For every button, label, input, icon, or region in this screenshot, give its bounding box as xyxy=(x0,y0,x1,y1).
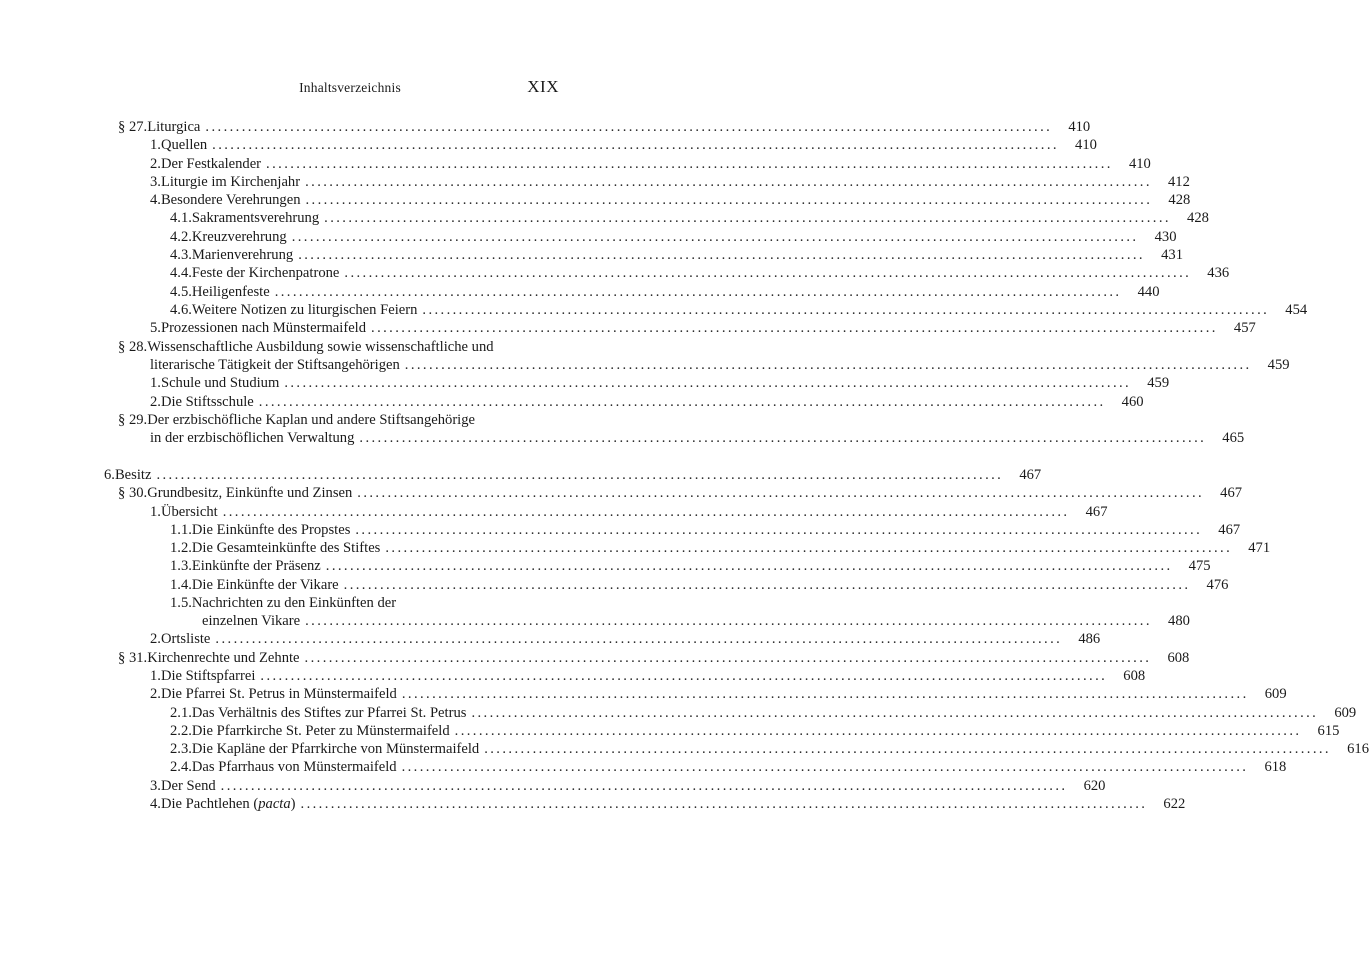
toc-entry-page: 467 xyxy=(1085,504,1108,520)
toc-entry-title xyxy=(192,246,293,264)
toc-entry-title-text: Einkünfte der Präsenz xyxy=(191,558,321,574)
toc-entry-page: 454 xyxy=(1285,302,1308,318)
toc-entry-page: 410 xyxy=(1068,119,1091,135)
toc-entry-title xyxy=(192,740,479,758)
toc-entry xyxy=(150,356,1290,374)
toc-entry-number: 5. xyxy=(150,320,161,336)
toc-entry-title-text: Schule und Studium xyxy=(160,375,280,391)
toc-entry-page: 428 xyxy=(1187,210,1209,226)
dot-leader: ............................................................................................................................................ xyxy=(291,229,1139,245)
toc-entry-title-text: Marienverehrung xyxy=(191,247,294,263)
toc-entry-title xyxy=(161,319,366,337)
dot-leader: ............................................................................................................................................ xyxy=(401,686,1249,702)
dot-leader: ............................................................................................................................................ xyxy=(401,759,1249,775)
toc-entry xyxy=(170,521,1241,539)
toc-entry-page: 460 xyxy=(1121,394,1144,410)
toc-entry-title xyxy=(147,649,299,667)
dot-leader: ............................................................................................................................................ xyxy=(359,430,1207,446)
toc-entry-page: 459 xyxy=(1147,375,1170,391)
toc-entry-number: 1.3. xyxy=(170,558,192,574)
toc-entry-title-text: Prozessionen nach Münstermaifeld xyxy=(160,320,367,336)
toc-entry-number: 4.2. xyxy=(170,229,192,245)
toc-entry-title-text: einzelnen Vikare xyxy=(202,613,301,629)
toc-entry-page: 609 xyxy=(1334,705,1357,721)
toc-entry-number: 1. xyxy=(150,668,161,684)
toc-entry xyxy=(150,136,1097,154)
toc-entry-page: 467 xyxy=(1220,485,1243,501)
toc-entry-title xyxy=(202,612,300,630)
toc-entry-number: 2.2. xyxy=(170,723,192,739)
toc-entry-title xyxy=(161,630,210,648)
toc-entry-title-text: Besondere Verehrungen xyxy=(160,192,301,208)
toc-entry-title-text: literarische Tätigkeit der Stiftsangehörigen xyxy=(150,357,400,373)
dot-leader: ............................................................................................................................................ xyxy=(325,558,1173,574)
toc-entry-page: 459 xyxy=(1267,357,1290,373)
toc-entry-title-text: Die Gesamteinkünfte des Stiftes xyxy=(191,540,381,556)
toc-entry-title xyxy=(147,118,200,136)
toc-entry xyxy=(170,594,548,612)
toc-entry-title xyxy=(192,283,270,301)
toc-entry xyxy=(170,758,1287,776)
toc-entry-title xyxy=(161,667,255,685)
dot-leader: ............................................................................................................................................ xyxy=(357,485,1205,501)
toc-entry-title-text: Die Pfarrei St. Petrus in Münstermaifeld xyxy=(160,686,397,702)
toc-entry xyxy=(118,411,548,429)
toc-entry-number: 1.2. xyxy=(170,540,192,556)
dot-leader: ............................................................................................................................................ xyxy=(300,796,1148,812)
toc-entry-title xyxy=(192,521,350,539)
toc-entry-title xyxy=(192,722,450,740)
toc-entry-page: 486 xyxy=(1078,631,1101,647)
dot-leader: ............................................................................................................................................ xyxy=(212,137,1059,153)
toc-entry-title xyxy=(192,264,340,282)
toc-entry-title xyxy=(161,685,397,703)
toc-entry-title-text: Das Verhältnis des Stiftes zur Pfarrei St. Petrus xyxy=(191,705,467,721)
toc-entry xyxy=(150,319,1256,337)
toc-entry-page: 620 xyxy=(1083,778,1106,794)
toc-entry-page: 467 xyxy=(1218,522,1241,538)
toc-entry-number: 2.1. xyxy=(170,705,192,721)
toc-entry-title-text: Liturgie im Kirchenjahr xyxy=(160,174,301,190)
dot-leader: ............................................................................................................................................ xyxy=(258,394,1106,410)
toc-entry-number: 1.4. xyxy=(170,577,192,593)
toc-entry xyxy=(150,393,1144,411)
toc-entry-number: 1.5. xyxy=(170,595,192,611)
toc-entry-page: 430 xyxy=(1154,229,1177,245)
dot-leader: ............................................................................................................................................ xyxy=(484,741,1331,757)
toc-entry-number: 4.6. xyxy=(170,302,192,318)
toc-entry-title xyxy=(192,209,319,227)
toc-entry-title xyxy=(161,136,207,154)
toc-entry-title-text: Der Send xyxy=(160,778,216,794)
toc-entry-title xyxy=(192,576,339,594)
toc-entry-page: 465 xyxy=(1222,430,1245,446)
dot-leader: ............................................................................................................................................ xyxy=(305,174,1152,190)
toc-entry xyxy=(150,795,1186,813)
toc-entry xyxy=(150,191,1191,209)
toc-entry-title-text: Die Einkünfte des Propstes xyxy=(191,522,351,538)
toc-entry-page: 480 xyxy=(1168,613,1190,629)
toc-entry xyxy=(118,118,1091,136)
toc-entry xyxy=(150,777,1106,795)
toc-entry-title-text: Die Pfarrkirche St. Peter zu Münstermaifeld xyxy=(191,723,450,739)
toc-entry-number: 2. xyxy=(150,631,161,647)
toc-entry xyxy=(170,209,1209,227)
toc-entry xyxy=(170,264,1230,282)
toc-entry-number: 2. xyxy=(150,156,161,172)
toc-entry-title-text: Die Kapläne der Pfarrkirche von Münstermaifeld xyxy=(191,741,480,757)
toc-entry-page: 471 xyxy=(1248,540,1271,556)
toc-entry-page: 608 xyxy=(1123,668,1146,684)
toc-entry-title-text: Ortsliste xyxy=(160,631,211,647)
toc-entry-number: § 29. xyxy=(118,412,148,428)
toc-entry-title-text: Die Stiftspfarrei xyxy=(160,668,256,684)
toc-entry-number: 4.5. xyxy=(170,284,192,300)
toc-entry-title-text: Kreuzverehrung xyxy=(191,229,287,245)
dot-leader: ............................................................................................................................................ xyxy=(284,375,1132,391)
toc-entry-page: 440 xyxy=(1137,284,1160,300)
toc-entry xyxy=(170,246,1183,264)
toc-entry-title-text: Nachrichten zu den Einkünften der xyxy=(191,595,397,611)
toc-entry xyxy=(202,612,1190,630)
dot-leader: ............................................................................................................................................ xyxy=(385,540,1233,556)
toc-entry-title-text: Die Pachtlehen xyxy=(160,796,250,812)
toc-entry-number: 2.3. xyxy=(170,741,192,757)
dot-leader: ............................................................................................................................................ xyxy=(404,357,1252,373)
dot-leader: ............................................................................................................................................ xyxy=(471,705,1319,721)
toc-entry-title xyxy=(161,503,218,521)
toc-entry-page: 476 xyxy=(1206,577,1229,593)
dot-leader: ............................................................................................................................................ xyxy=(222,504,1070,520)
dot-leader: ............................................................................................................................................ xyxy=(260,668,1108,684)
toc-entry-title xyxy=(150,429,354,447)
toc-entry xyxy=(118,338,548,356)
toc-entry-number: § 28. xyxy=(118,339,148,355)
toc-entry-title xyxy=(161,155,261,173)
dot-leader: ............................................................................................................................................ xyxy=(344,265,1192,281)
toc-entry xyxy=(170,228,1177,246)
toc-entry-title-text: Feste der Kirchenpatrone xyxy=(191,265,340,281)
toc-entry-page: 618 xyxy=(1264,759,1287,775)
toc-entry xyxy=(150,685,1287,703)
toc-entry-page: 410 xyxy=(1128,156,1151,172)
toc-entry-number: 4.4. xyxy=(170,265,192,281)
dot-leader: ............................................................................................................................................ xyxy=(371,320,1218,336)
toc-entry-page: 615 xyxy=(1317,723,1340,739)
dot-leader: ............................................................................................................................................ xyxy=(324,210,1171,226)
toc-entry-title-text: Grundbesitz, Einkünfte und Zinsen xyxy=(147,485,353,501)
toc-entry-title xyxy=(161,374,279,392)
dot-leader: ............................................................................................................................................ xyxy=(266,156,1113,172)
toc-entry-number: 4. xyxy=(150,796,161,812)
toc-entry-title xyxy=(115,466,151,484)
toc-entry-title xyxy=(161,777,216,795)
dot-leader: ............................................................................................................................................ xyxy=(305,613,1152,629)
dot-leader: ............................................................................................................................................ xyxy=(298,247,1145,263)
toc-entry-number: 1. xyxy=(150,504,161,520)
toc-entry-title-text: Der Festkalender xyxy=(160,156,262,172)
toc-entry-page: 608 xyxy=(1167,650,1190,666)
toc-entry-number: 1. xyxy=(150,137,161,153)
toc-entry-number: 2. xyxy=(150,686,161,702)
toc-entry xyxy=(150,155,1151,173)
page-number: XIX xyxy=(527,77,559,96)
dot-leader: ............................................................................................................................................ xyxy=(274,284,1122,300)
toc-entry xyxy=(104,466,1042,484)
toc-entry-number: 6. xyxy=(104,467,115,483)
toc-entry-page: 475 xyxy=(1188,558,1211,574)
toc-entry xyxy=(170,301,1308,319)
toc-entry-title xyxy=(192,228,287,246)
toc-entry-number: 4. xyxy=(150,192,161,208)
toc-entry-title-text: Die Stiftsschule xyxy=(160,394,254,410)
toc-entry xyxy=(150,429,1245,447)
toc-entry xyxy=(170,704,1357,722)
dot-leader: ............................................................................................................................................ xyxy=(220,778,1068,794)
toc-entry-number: 4.3. xyxy=(170,247,192,263)
toc-entry-page: 428 xyxy=(1168,192,1191,208)
toc-entry-page: 410 xyxy=(1075,137,1097,153)
toc-entry-title xyxy=(192,539,380,557)
toc-entry-title xyxy=(161,393,254,411)
toc-entry-page: 457 xyxy=(1233,320,1256,336)
toc-entry-title xyxy=(192,704,467,722)
toc-entry xyxy=(170,576,1229,594)
toc-entry-title xyxy=(147,338,493,356)
toc-entry-title-text: Quellen xyxy=(160,137,208,153)
toc-entry-number: 3. xyxy=(150,174,161,190)
toc-entry-title-text: Wissenschaftliche Ausbildung sowie wissenschaftliche und xyxy=(147,339,494,355)
toc-entry xyxy=(170,722,1340,740)
toc-entry-title: Die Pachtlehen (pacta) xyxy=(160,796,296,812)
dot-leader: ............................................................................................................................................ xyxy=(156,467,1004,483)
toc-entry-title xyxy=(150,356,400,374)
toc-entry-title-text: Sakramentsverehrung xyxy=(191,210,320,226)
toc-entry-title-text: Besitz xyxy=(114,467,152,483)
toc-entry-number: 1.1. xyxy=(170,522,192,538)
toc-entry xyxy=(150,173,1190,191)
toc-entry-page: 616 xyxy=(1347,741,1369,757)
toc-entry-title-text: Weitere Notizen zu liturgischen Feiern xyxy=(191,302,418,318)
dot-leader: ............................................................................................................................................ xyxy=(343,577,1191,593)
toc-entry-title xyxy=(147,484,352,502)
toc-entry xyxy=(170,539,1271,557)
dot-leader: ............................................................................................................................................ xyxy=(215,631,1063,647)
toc-entry-title-text: in der erzbischöflichen Verwaltung xyxy=(150,430,355,446)
toc-entry-title xyxy=(192,557,321,575)
toc-entry xyxy=(150,630,1101,648)
toc-entry-title xyxy=(161,191,301,209)
toc-entry-page: 412 xyxy=(1167,174,1190,190)
toc-entry-number: 4.1. xyxy=(170,210,192,226)
toc-entry xyxy=(170,283,1160,301)
toc-entry xyxy=(118,484,1243,502)
toc-entry xyxy=(118,649,1190,667)
toc-entry-number: § 30. xyxy=(118,485,148,501)
toc-entry xyxy=(150,503,1108,521)
dot-leader: ............................................................................................................................................ xyxy=(454,723,1302,739)
toc-entry-page: 431 xyxy=(1161,247,1183,263)
toc-entry-title xyxy=(192,301,418,319)
toc-entry-number: 3. xyxy=(150,778,161,794)
toc-entry-page: 622 xyxy=(1163,796,1186,812)
toc-entry-title-text: Der erzbischöfliche Kaplan und andere Stiftsangehörige xyxy=(147,412,476,428)
toc-entry-number: 2. xyxy=(150,394,161,410)
toc-entry-title-text: Liturgica xyxy=(147,119,201,135)
toc-entry xyxy=(170,557,1211,575)
toc-entry-page: 609 xyxy=(1264,686,1287,702)
toc-entry xyxy=(150,667,1146,685)
toc-entry-page: 436 xyxy=(1207,265,1230,281)
toc-entry-number: § 31. xyxy=(118,650,148,666)
toc-entry-title-text: Heiligenfeste xyxy=(191,284,270,300)
toc-entry-number: 1. xyxy=(150,375,161,391)
toc-entry-number: § 27. xyxy=(118,119,148,135)
toc-entry-title-text: Die Einkünfte der Vikare xyxy=(191,577,339,593)
toc-entry-title xyxy=(161,173,300,191)
toc-entry-title-text: Übersicht xyxy=(160,504,218,520)
toc-entry-title xyxy=(192,758,397,776)
dot-leader: ............................................................................................................................................ xyxy=(355,522,1203,538)
toc-entry-title-text: Das Pfarrhaus von Münstermaifeld xyxy=(191,759,397,775)
toc-entry-title xyxy=(147,411,475,429)
toc-entry-number: 2.4. xyxy=(170,759,192,775)
toc-entry xyxy=(170,740,1369,758)
dot-leader: ............................................................................................................................................ xyxy=(304,650,1152,666)
toc-entry-title-text: Kirchenrechte und Zehnte xyxy=(147,650,300,666)
dot-leader: ............................................................................................................................................ xyxy=(422,302,1270,318)
dot-leader: ............................................................................................................................................ xyxy=(305,192,1153,208)
toc-entry-title xyxy=(192,594,396,612)
toc-entry-page: 467 xyxy=(1019,467,1042,483)
dot-leader: ............................................................................................................................................ xyxy=(205,119,1053,135)
toc-entry-title-italic: pacta xyxy=(258,796,291,812)
running-head-title: Inhaltsverzeichnis xyxy=(299,80,401,95)
toc-entry xyxy=(150,374,1170,392)
